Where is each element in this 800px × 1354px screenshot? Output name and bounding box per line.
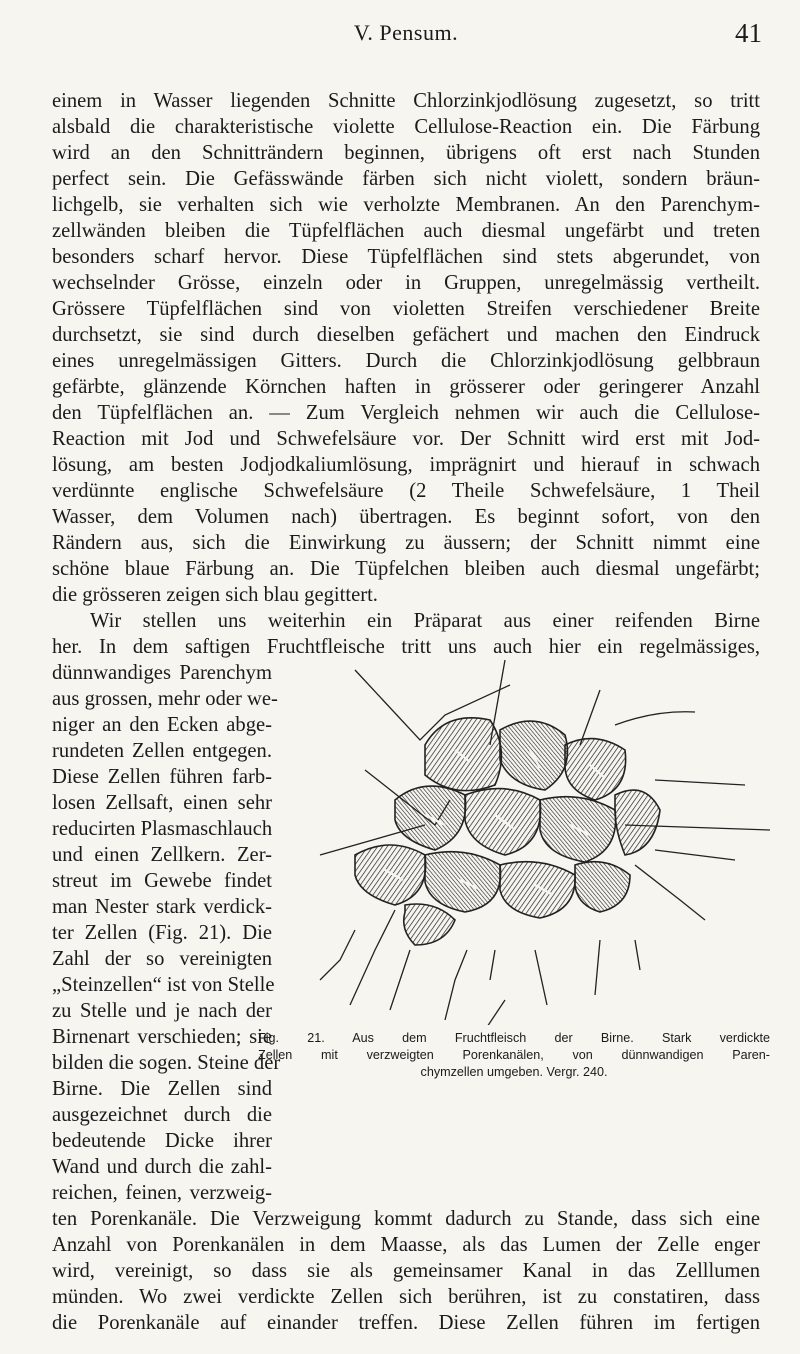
- text-line: Birne. Die Zellen sind: [52, 1078, 272, 1100]
- text-line: alsbald die charakteristische violette Cellulose-Reaction ein. Die Färbung: [52, 116, 760, 138]
- figure-caption-line: Zellen mit verzweigten Porenkanälen, von dünnwandigen Paren-: [258, 1048, 770, 1062]
- text-line: durchsetzt, sie sind durch dieselben gefächert und machen den Eindruck: [52, 324, 760, 346]
- text-line: niger an den Ecken abge-: [52, 714, 272, 736]
- text-line: aus grossen, mehr oder we-: [52, 688, 278, 710]
- figure-caption-line: Fig. 21. Aus dem Fruchtfleisch der Birne. Stark verdickte: [258, 1031, 770, 1045]
- text-line: Rändern aus, sich die Einwirkung zu äussern; der Schnitt nimmt eine: [52, 532, 760, 554]
- page-number: 41: [735, 18, 762, 48]
- text-line: Zahl der so vereinigten: [52, 948, 272, 970]
- text-line: münden. Wo zwei verdickte Zellen sich berühren, ist zu constatiren, dass: [52, 1286, 760, 1308]
- running-title: V. Pensum.: [353, 20, 459, 45]
- text-line: reichen, feinen, verzweig-: [52, 1182, 272, 1204]
- text-line: eines unregelmässigen Gitters. Durch die Chlorzinkjodlösung gelbbraun: [52, 350, 760, 372]
- text-line: den Tüpfelflächen an. — Zum Vergleich nehmen wir auch die Cellulose-: [52, 402, 760, 424]
- text-line: schöne blaue Färbung an. Die Tüpfelchen bleiben auch diesmal ungefärbt;: [52, 558, 760, 580]
- text-line: und einen Zellkern. Zer-: [52, 844, 272, 866]
- text-line: ter Zellen (Fig. 21). Die: [52, 922, 272, 944]
- text-line: ten Porenkanäle. Die Verzweigung kommt dadurch zu Stande, dass sich eine: [52, 1208, 760, 1230]
- text-line: losen Zellsaft, einen sehr: [52, 792, 272, 814]
- text-line: dünnwandiges Parenchym: [52, 662, 272, 684]
- text-line: besonders scharf hervor. Diese Tüpfelflächen sind stets abgerundet, von: [52, 246, 760, 268]
- text-line: ausgezeichnet durch die: [52, 1104, 272, 1126]
- text-line: her. In dem saftigen Fruchtfleische tritt uns auch hier ein regelmässiges,: [52, 636, 760, 658]
- text-line: Diese Zellen führen farb-: [52, 766, 272, 788]
- text-line: die grösseren zeigen sich blau gegittert.: [52, 584, 378, 606]
- text-line: perfect sein. Die Gefässwände färben sich nicht violett, sondern bräun-: [52, 168, 760, 190]
- text-line: wird an den Schnitträndern beginnen, übrigens oft erst nach Stunden: [52, 142, 760, 164]
- pear-stone-cells-figure: [295, 650, 770, 1025]
- text-line: verdünnte englische Schwefelsäure (2 Theile Schwefelsäure, 1 Theil: [52, 480, 760, 502]
- text-line: streut im Gewebe findet: [52, 870, 272, 892]
- text-line: rundeten Zellen entgegen.: [52, 740, 272, 762]
- text-line: Reaction mit Jod und Schwefelsäure vor. Der Schnitt wird erst mit Jod-: [52, 428, 760, 450]
- text-line: man Nester stark verdick-: [52, 896, 272, 918]
- text-line: Grössere Tüpfelflächen sind von violetten Streifen verschiedener Breite: [52, 298, 760, 320]
- text-line: Birnenart verschieden; sie: [52, 1026, 272, 1048]
- text-line: Wir stellen uns weiterhin ein Präparat aus einer reifenden Birne: [90, 610, 760, 632]
- text-line: zellwänden bleiben die Tüpfelflächen auch diesmal ungefärbt und treten: [52, 220, 760, 242]
- text-line: einem in Wasser liegenden Schnitte Chlorzinkjodlösung zugesetzt, so tritt: [52, 90, 760, 112]
- text-line: gefärbte, glänzende Körnchen haften in grösserer oder geringerer Anzahl: [52, 376, 760, 398]
- text-line: Anzahl von Porenkanälen in dem Maasse, als das Lumen der Zelle enger: [52, 1234, 760, 1256]
- text-line: wird, vereinigt, so dass sie als gemeinsamer Kanal in das Zelllumen: [52, 1260, 760, 1282]
- text-line: die Porenkanäle auf einander treffen. Diese Zellen führen im fertigen: [52, 1312, 760, 1334]
- figure-caption-line: chymzellen umgeben. Vergr. 240.: [420, 1065, 608, 1079]
- text-line: reducirten Plasmaschlauch: [52, 818, 273, 840]
- text-line: Wasser, dem Volumen nach) übertragen. Es beginnt sofort, von den: [52, 506, 760, 528]
- text-line: Wand und durch die zahl-: [52, 1156, 272, 1178]
- text-line: zu Stelle und je nach der: [52, 1000, 272, 1022]
- text-line: „Steinzellen“ ist von Stelle: [52, 974, 275, 996]
- text-line: bilden die sogen. Steine der: [52, 1052, 281, 1074]
- text-line: bedeutende Dicke ihrer: [52, 1130, 272, 1152]
- text-line: wechselnder Grösse, einzeln oder in Gruppen, unregelmässig vertheilt.: [52, 272, 760, 294]
- text-line: lösung, am besten Jodjodkaliumlösung, imprägnirt und hierauf in schwach: [52, 454, 760, 476]
- text-line: lichgelb, sie verhalten sich wie verholzte Membranen. An den Parenchym-: [52, 194, 760, 216]
- running-header: [50, 18, 762, 52]
